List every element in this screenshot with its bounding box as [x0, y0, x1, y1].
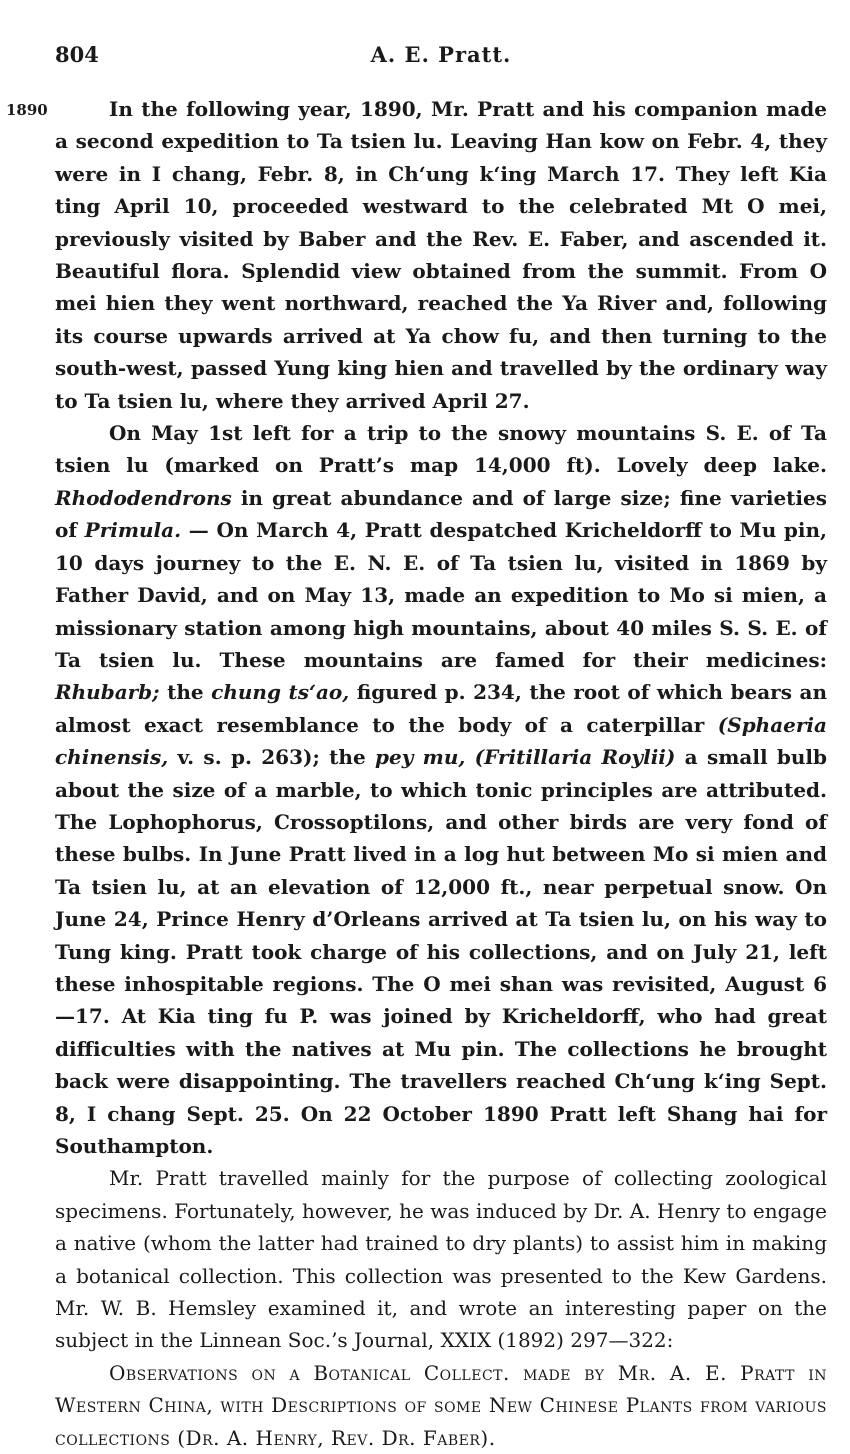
paragraph-1: In the following year, 1890, Mr. Pratt and his companion made a second expedition to Ta tsien lu. Leaving Han kow on Febr. 4, they were in I chang, Febr. 8, in Ch‘ung k‘ing March 17. They left Kia ting April 10, proceeded westward to the celebrated Mt O mei, previously visited by Baber and the Rev. E. Faber, and ascended it. Beautiful flora. Splendid view obtained from the summit. From O mei hien they went northward, reached the Ya River and, following its course upwards arrived at Ya chow fu, and then turning to the south-west, passed Yung king hien and travelled by the ordinary way to Ta tsien lu, where they arrived April 27. [55, 97, 827, 413]
body-text [55, 93, 827, 1454]
p2-italic-rhubarb: Rhubarb; [55, 680, 160, 705]
p2-italic-fritillaria: (Fritillaria Roylii) [474, 745, 676, 770]
p2-text-8: a small bulb about the size of a marble, to which tonic principles are attributed. The Lophophorus, Crossoptilons, and other birds are very fond of these bulbs. In June Pratt lived in a log hut between Mo si mien and Ta tsien lu, at an elevation of 12,000 ft., near perpetual snow. On June 24, Prince Henry d’Orleans arrived at Ta tsien lu, on his way to Tung king. Pratt took charge of his collections, and on July 21, left these inhospitable regions. The O mei shan was revisited, August 6—17. At Kia ting fu P. was joined by Kricheldorff, who had great difficulties with the natives at Mu pin. The collections he brought back were disappointing. The travellers reached Ch‘ung k‘ing Sept. 8, I chang Sept. 25. On 22 October 1890 Pratt left Shang hai for Southampton. [55, 745, 827, 1158]
p2-italic-sphaeria: (Sphaeria chinensis, [55, 712, 827, 770]
p2-italic-chung-tsao: chung ts‘ao, [211, 680, 350, 705]
p2-text-6: v. s. p. 263); the [168, 745, 375, 770]
p2-text-4: the [159, 680, 212, 705]
margin-year-marker: 1890 [6, 101, 48, 119]
page-number: 804 [55, 42, 99, 67]
p2-text-7 [465, 745, 474, 769]
p2-text-3: — On March 4, Pratt despatched Kricheldorff to Mu pin, 10 days journey to the E. N. E. of Ta tsien lu, visited in 1869 by Father David, and on May 13, made an expedition to Mo si mien, a missionary station among high mountains, about 40 miles S. S. E. of Ta tsien lu. These mountains are famed for their medicines: [55, 518, 828, 672]
p2-italic-rhododendrons: Rhododendrons [55, 485, 232, 510]
p2-text-5: figured p. 234, the root of which bears an almost exact resemblance to the body of a caterpillar [55, 680, 827, 737]
p2-italic-pey-mu: pey mu, [375, 745, 466, 770]
p2-text-1: On May 1st left for a trip to the snowy mountains S. E. of Ta tsien lu (marked on Pratt’s map 14,000 ft). Lovely deep lake. [55, 421, 827, 478]
p2-italic-primula: Primula. [84, 518, 182, 543]
paragraph-3: Mr. Pratt travelled mainly for the purpose of collecting zoological specimens. Fortunately, however, he was induced by Dr. A. Henry to engage a native (whom the latter had trained to dry plants) to assist him in making a botanical collection. This collection was presented to the Kew Gardens. Mr. W. B. Hemsley examined it, and wrote an interesting paper on the subject in the Linnean Soc.’s Journal, XXIX (1892) 297—322: [55, 1166, 827, 1353]
p2-text-2: in great abundance and of large size; fine varieties of [55, 485, 827, 543]
paragraph-2 [55, 417, 827, 1162]
citation-title: Observations on a Botanical Collect. made by Mr. A. E. Pratt in Western China, with Descriptions of some New Chinese Plants from various collections (Dr. A. Henry, Rev. Dr. Faber). [55, 1360, 827, 1450]
running-head: A. E. Pratt. [370, 42, 512, 67]
page-header [55, 42, 827, 74]
